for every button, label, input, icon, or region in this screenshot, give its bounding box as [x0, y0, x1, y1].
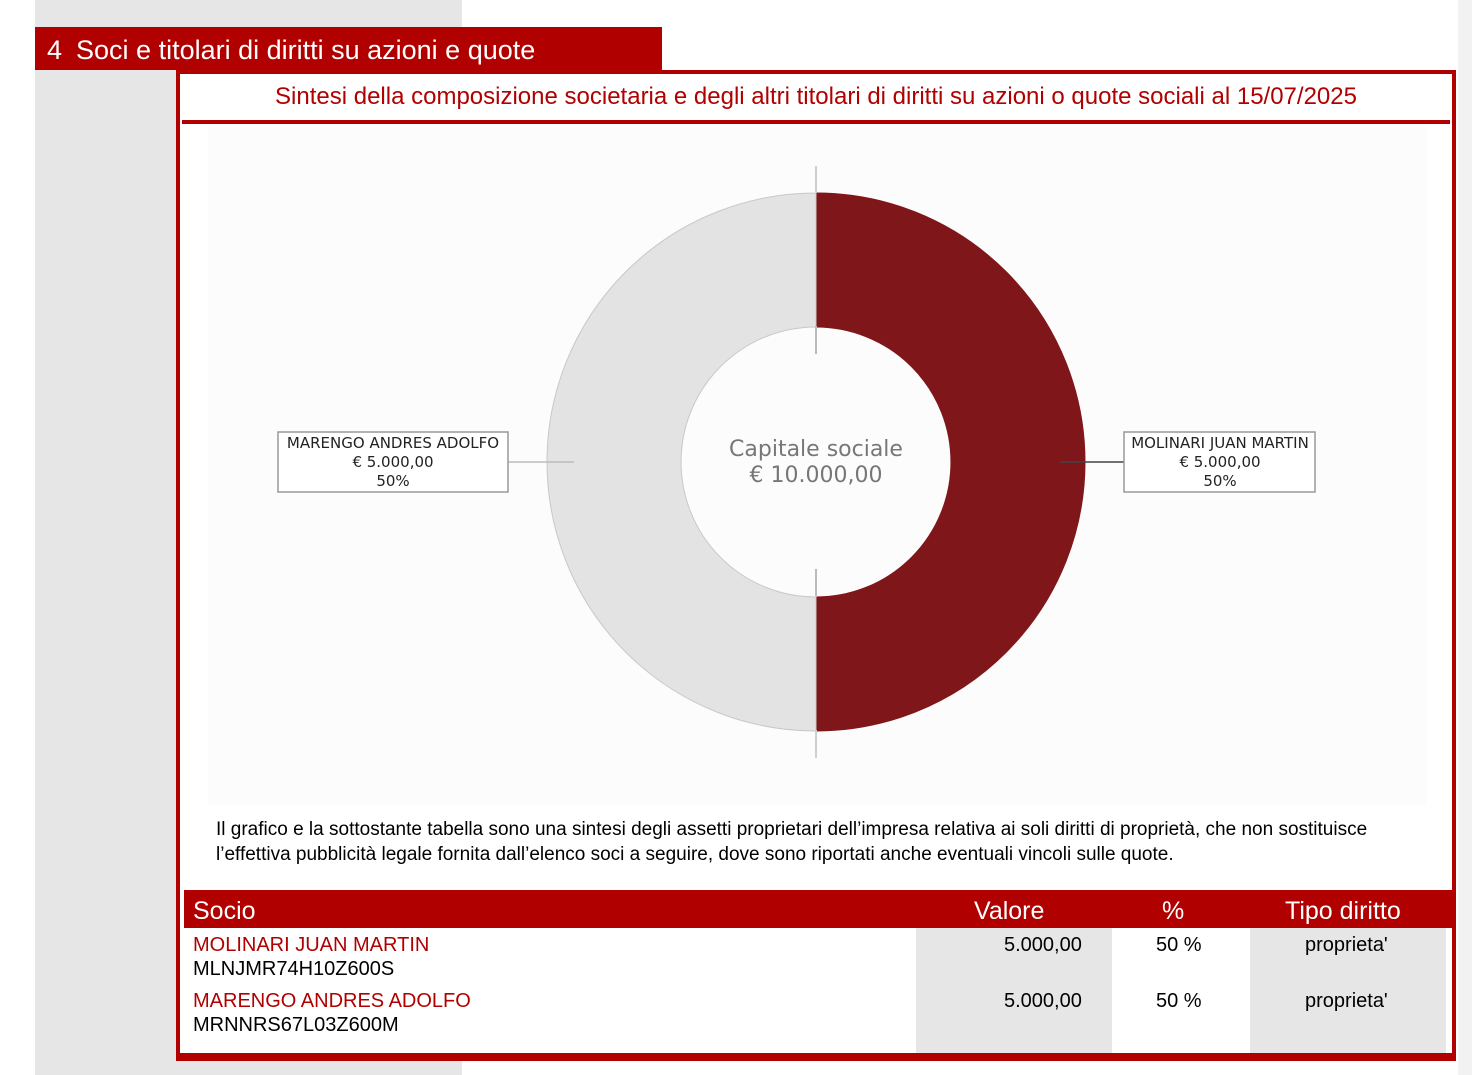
row-valore: 5.000,00	[1004, 990, 1082, 1012]
ownership-table	[184, 890, 1452, 1055]
row-tipo: proprieta'	[1305, 934, 1388, 956]
donut-chart-svg	[208, 126, 1426, 806]
header-percent: %	[1162, 897, 1185, 925]
row-tipo: proprieta'	[1305, 990, 1388, 1012]
ownership-chart	[208, 126, 1426, 806]
slice-label-name-right: MOLINARI JUAN MARTIN	[1131, 434, 1309, 452]
slice-label-percent-left: 50%	[376, 472, 410, 490]
page-right-band	[1458, 0, 1472, 1075]
row-percent: 50 %	[1156, 990, 1202, 1012]
chart-note: Il grafico e la sottostante tabella sono una sintesi degli assetti proprietari dell’impresa relativa ai soli diritti di proprietà, che non sostituisce l’effettiva pubblicità legale fornita dall’elenco soci a seguire, dove sono riportati anche eventuali vincoli sulle quote.	[216, 819, 1368, 865]
center-label-title: Capitale sociale	[729, 437, 903, 462]
slice-label-name-left: MARENGO ANDRES ADOLFO	[286, 434, 500, 452]
header-valore: Valore	[974, 897, 1045, 925]
center-label-value: € 10.000,00	[749, 463, 883, 488]
section-title	[35, 27, 662, 70]
row-valore: 5.000,00	[1004, 934, 1082, 956]
frame-bottom-border	[176, 1053, 1456, 1061]
row-socio-name: MOLINARI JUAN MARTIN	[193, 934, 430, 956]
slice-label-value-right: € 5.000,00	[1179, 453, 1261, 471]
section-number: 4	[47, 35, 63, 65]
header-socio: Socio	[193, 897, 256, 925]
row-socio-code: MLNJMR74H10Z600S	[193, 958, 395, 980]
table-header	[184, 890, 1452, 928]
row-socio-name: MARENGO ANDRES ADOLFO	[193, 990, 471, 1012]
header-tipo: Tipo diritto	[1285, 897, 1401, 925]
summary-subtitle: Sintesi della composizione societaria e degli altri titolari di diritti su azioni o quote sociali al 15/07/2025	[182, 74, 1450, 124]
section-title-text: Soci e titolari di diritti su azioni e quote	[76, 35, 536, 65]
slice-label-value-left: € 5.000,00	[352, 453, 434, 471]
row-socio-code: MRNNRS67L03Z600M	[193, 1014, 399, 1036]
row-percent: 50 %	[1156, 934, 1202, 956]
slice-label-percent-right: 50%	[1203, 472, 1237, 490]
